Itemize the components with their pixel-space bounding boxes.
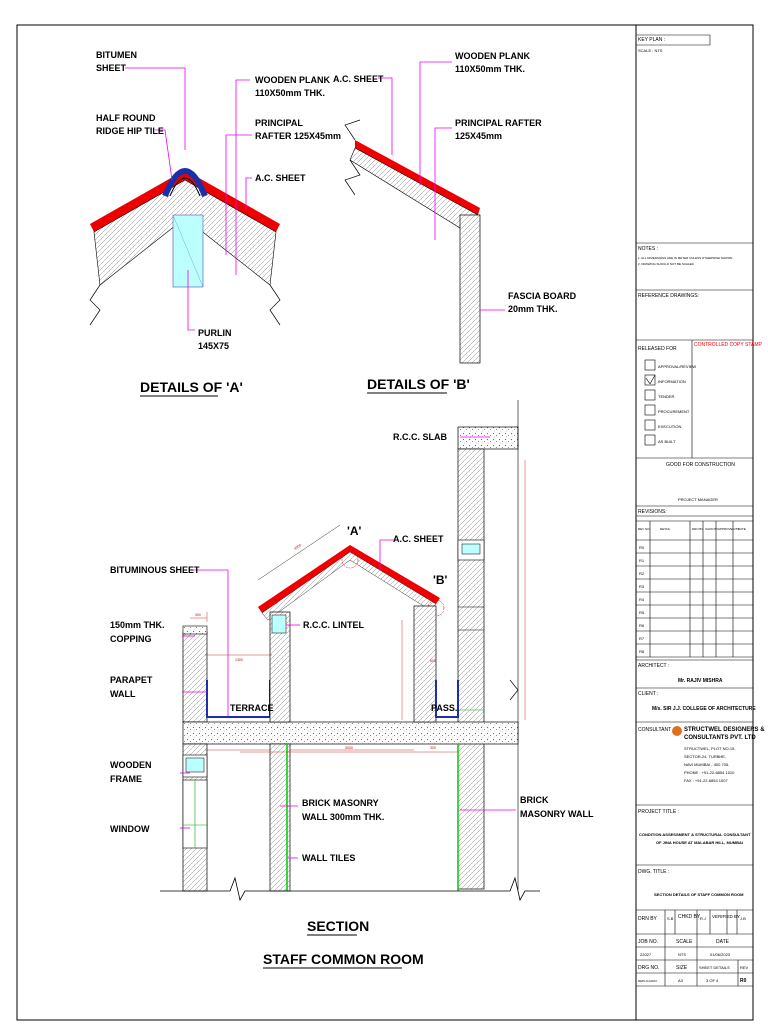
rev-row-5: R5 <box>639 610 645 615</box>
label-ac-sheet-a: A.C. SHEET <box>255 173 306 183</box>
label-ac-sheet-section: A.C. SHEET <box>393 534 444 544</box>
label-fascia-2: 20mm THK. <box>508 304 558 314</box>
label-pass: PASS. <box>431 703 458 713</box>
label-rafter-1: PRINCIPAL <box>255 118 303 128</box>
rev-row-7: R7 <box>639 636 645 641</box>
architect-name: Mr. RAJIV MISHRA <box>678 678 723 684</box>
key-plan-label: KEY PLAN : <box>638 37 666 43</box>
label-rafter-2: RAFTER 125X45mm <box>255 131 342 141</box>
rev-label: REV <box>740 965 749 970</box>
consultant-name-2: CONSULTANTS PVT. LTD <box>684 735 756 741</box>
label-brick-right-1: BRICK <box>520 795 549 805</box>
rcc-slab <box>458 427 518 449</box>
label-purlin-1: PURLIN <box>198 328 232 338</box>
consultant-address-4: FAX : +91-22-6854 1007 <box>684 778 728 783</box>
project-name-1: CONDITION ASSESSMENT & STRUCTURAL CONSULTANT <box>639 832 751 837</box>
terrace-slab <box>183 722 518 744</box>
detail-a <box>90 50 341 396</box>
rev-row-6: R6 <box>639 623 645 628</box>
label-wooden-1: WOODEN <box>110 760 152 770</box>
label-purlin-2: 145X75 <box>198 341 230 351</box>
reference-label: REFERENCE DRAWINGS: <box>638 293 699 299</box>
dwg-title-label: DWG. TITLE : <box>638 869 670 875</box>
svg-text:4000: 4000 <box>293 543 303 551</box>
verified-by-label: VERIFIED BY <box>712 914 741 919</box>
detail-b-title: DETAILS OF 'B' <box>367 376 470 392</box>
rev-header-3: CHKD BY <box>705 527 719 531</box>
consultant-name-1: STRUCTWEL DESIGNERS & <box>684 727 765 733</box>
fascia-board <box>460 215 480 363</box>
label-brick-right-2: MASONRY WALL <box>520 809 594 819</box>
label-plank-2: 110X50mm THK. <box>255 88 326 98</box>
controlled-copy-stamp: CONTROLLED COPY STAMP <box>694 342 762 348</box>
copping <box>183 626 207 634</box>
label-half-round-1: HALF ROUND <box>96 113 156 123</box>
consultant-address-0: STRUCTWEL, PLOT NO-15, <box>684 746 736 751</box>
drg-no-label: DRG NO. <box>638 965 660 971</box>
client-label: CLIENT : <box>638 691 659 697</box>
drn-by-value: S.B <box>667 916 674 921</box>
section-title-1: SECTION <box>307 918 370 934</box>
scale-value: NTS <box>678 952 686 957</box>
rcc-lintel <box>272 615 286 633</box>
label-plank-1: WOODEN PLANK <box>255 75 330 85</box>
client-name: M/s. SIR J.J. COLLEGE OF ARCHITECTURE <box>652 706 756 712</box>
consultant-address-2: NAVI MUMBAI - 400 705. <box>684 762 730 767</box>
release-item-0: APPROVAL/REVIEW <box>658 364 697 369</box>
rev-header-0: REV NO. <box>638 527 651 531</box>
right-brick-wall <box>458 449 484 889</box>
rev-row-0: R0 <box>639 545 645 550</box>
release-item-2: TENDER <box>658 394 675 399</box>
label-rafter-b-2: 125X45mm <box>455 131 503 141</box>
date-value: 01/06/2023 <box>710 952 731 957</box>
dwg-name: SECTION DETAILS OF STAFF COMMON ROOM <box>654 892 744 897</box>
label-wall-tiles: WALL TILES <box>302 853 356 863</box>
svg-text:300: 300 <box>430 746 436 750</box>
label-plank-b-1: WOODEN PLANK <box>455 51 530 61</box>
label-rcc-slab: R.C.C. SLAB <box>393 432 447 442</box>
label-half-round-2: RIDGE HIP TILE <box>96 126 164 136</box>
label-ac-sheet-b: A.C. SHEET <box>333 74 384 84</box>
svg-text:600: 600 <box>430 659 436 663</box>
wooden-frame <box>186 758 204 772</box>
label-bitumen-2: SHEET <box>96 63 127 73</box>
section-drawing <box>110 400 594 968</box>
label-marker-a: 'A' <box>347 524 362 538</box>
consultant-address-1: SECTOR-24, TURBHE, <box>684 754 727 759</box>
parapet-wall <box>183 632 207 722</box>
consultant-label: CONSULTANT <box>638 727 672 733</box>
detail-a-title: DETAILS OF 'A' <box>140 379 243 395</box>
job-no-value: 22027 <box>640 952 652 957</box>
rev-header-5: DATE <box>738 527 746 531</box>
label-brick-2: WALL 300mm THK. <box>302 812 385 822</box>
scale-label: SCALE <box>676 939 693 945</box>
label-wooden-2: FRAME <box>110 774 142 784</box>
size-value: A3 <box>678 978 683 983</box>
label-copping-2: COPPING <box>110 634 152 644</box>
svg-text:300: 300 <box>195 613 201 617</box>
drn-by-label: DRN BY <box>638 916 657 922</box>
label-copping-1: 150mm THK. <box>110 620 165 630</box>
consultant-address-3: PHONE : +91-22-6854 1010 <box>684 770 735 775</box>
chkd-by-label: CHKD BY <box>678 914 701 920</box>
rev-header-4: APPROVED BY <box>718 527 740 531</box>
rev-row-1: R1 <box>639 558 645 563</box>
project-title-label: PROJECT TITLE : <box>638 809 679 815</box>
rev-header-2: DRN BY <box>692 527 704 531</box>
revisions-label: REVISIONS: <box>638 509 667 515</box>
consultant-logo-icon <box>672 726 682 736</box>
label-rcc-lintel: R.C.C. LINTEL <box>303 620 364 630</box>
release-item-3: PROCUREMENT <box>658 409 690 414</box>
release-item-4: EXECUTION <box>658 424 682 429</box>
label-rafter-b-1: PRINCIPAL RAFTER <box>455 118 542 128</box>
detail-b-ac-sheet <box>355 140 480 215</box>
rev-header-1: DETAIL <box>660 527 671 531</box>
title-block-text <box>638 37 765 984</box>
size-label: SIZE <box>676 965 688 971</box>
key-plan-scale: SCALE : NTS <box>638 48 663 53</box>
svg-text:3000: 3000 <box>345 746 353 750</box>
notes-label: NOTES : <box>638 246 659 252</box>
rev-row-4: R4 <box>639 597 645 602</box>
rev-row-2: R2 <box>639 571 645 576</box>
section-title-2: STAFF COMMON ROOM <box>263 951 424 967</box>
sheet-details-label: SHEET DETAILS <box>699 965 730 970</box>
verified-by-value: J.B <box>740 916 746 921</box>
label-plank-b-2: 110X50mm THK. <box>455 64 526 74</box>
good-for-construction: GOOD FOR CONSTRUCTION <box>666 462 735 468</box>
sheet-value: 3 OF 4 <box>706 978 719 983</box>
label-parapet-1: PARAPET <box>110 675 153 685</box>
label-brick-1: BRICK MASONRY <box>302 798 379 808</box>
release-item-1: INFORMATION <box>658 379 686 384</box>
label-fascia-1: FASCIA BOARD <box>508 291 577 301</box>
label-bitumen-1: BITUMEN <box>96 50 137 60</box>
detail-b <box>333 51 577 393</box>
date-label: DATE <box>716 939 729 945</box>
architect-label: ARCHITECT : <box>638 663 670 669</box>
label-terrace: TERRACE <box>230 703 274 713</box>
label-parapet-2: WALL <box>110 689 136 699</box>
chkd-by-value: R.J <box>700 916 706 921</box>
svg-text:1300: 1300 <box>235 658 243 662</box>
label-window: WINDOW <box>110 824 150 834</box>
drg-no-value: REPL/CA/004 <box>638 979 657 983</box>
release-item-5: AS BUILT <box>658 439 676 444</box>
note-1: 1. ALL DIMENSIONS ARE IN METER UNLESS OTHERWISE SHOWN. <box>638 256 734 260</box>
released-for-label: RELEASED FOR <box>638 346 677 352</box>
job-no-label: JOB NO. <box>638 939 659 945</box>
project-name-2: OF JINA HOUSE AT MALABAR HILL, MUMBAI <box>656 840 743 845</box>
project-manager: PROJECT MANAGER <box>678 497 718 502</box>
note-2: 2. DRAWING SHOULD NOT BE SCALED. <box>638 262 695 266</box>
rev-row-8: R8 <box>639 649 645 654</box>
label-marker-b: 'B' <box>433 573 448 587</box>
rev-value: R0 <box>740 978 747 984</box>
label-bituminous: BITUMINOUS SHEET <box>110 565 200 575</box>
rev-row-3: R3 <box>639 584 645 589</box>
